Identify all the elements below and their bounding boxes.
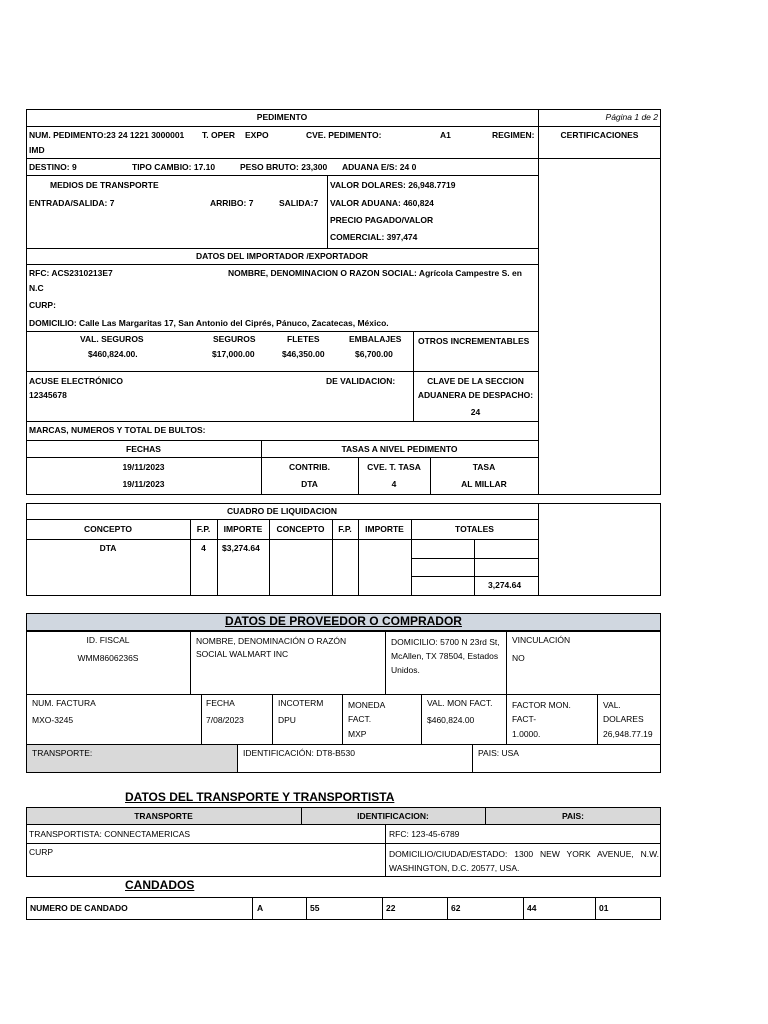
- page-number: Página 1 de 2: [605, 112, 658, 122]
- val-dolares: 26,948.77.19: [603, 729, 653, 739]
- divider: [26, 126, 661, 127]
- val-dolares-label: VAL. DOLARES: [603, 700, 644, 724]
- num-factura-label: NUM. FACTURA: [32, 698, 96, 708]
- divider: [472, 744, 473, 773]
- col-transporte: TRANSPORTE: [134, 811, 193, 821]
- arribo: ARRIBO: 7: [210, 198, 254, 208]
- numero-candado-label: NUMERO DE CANDADO: [30, 903, 128, 913]
- clave-a1: A1: [440, 130, 451, 140]
- vinculacion-label: VINCULACIÓN: [512, 635, 571, 645]
- acuse-electronico: ACUSE ELECTRÓNICO: [29, 376, 123, 386]
- num-factura: MXO-3245: [32, 715, 74, 725]
- divider: [413, 331, 414, 371]
- peso-bruto: PESO BRUTO: 23,300: [240, 162, 328, 172]
- identificacion: IDENTIFICACIÓN: DT8-B530: [243, 748, 355, 758]
- divider: [26, 175, 538, 176]
- tasa-header: TASA: [472, 462, 496, 472]
- datos-importador-title: DATOS DEL IMPORTADOR /EXPORTADOR: [195, 251, 369, 261]
- regimen: REGIMEN:: [492, 130, 535, 140]
- candado-value: 62: [451, 903, 461, 913]
- curp: CURP:: [29, 300, 56, 310]
- divider: [201, 694, 202, 744]
- divider: [190, 631, 191, 694]
- factor: 1.0000.: [512, 729, 541, 739]
- tasa-value: AL MILLAR: [461, 479, 507, 489]
- incoterm: DPU: [278, 715, 296, 725]
- transporte-label: TRANSPORTE:: [32, 748, 93, 758]
- valor-dolares: VALOR DOLARES: 26,948.7719: [330, 180, 456, 190]
- certificaciones: CERTIFICACIONES: [560, 130, 639, 140]
- precio-pagado: PRECIO PAGADO/VALOR: [330, 215, 434, 225]
- tipo-cambio: TIPO CAMBIO: 17.10: [132, 162, 216, 172]
- fp-header-2: F.P.: [338, 524, 352, 534]
- medios-transporte: MEDIOS DE TRANSPORTE: [50, 180, 159, 190]
- transporte-domicilio: DOMICILIO/CIUDAD/ESTADO: 1300 NEW YORK AVENUE, N.W. WASHINGTON, D.C. 20577, USA.: [389, 849, 659, 873]
- divider: [597, 694, 598, 744]
- col-identificacion: IDENTIFICACION:: [357, 811, 429, 821]
- fecha: 7/08/2023: [206, 715, 244, 725]
- divider: [447, 897, 448, 920]
- divider: [327, 175, 328, 248]
- total-value: 3,274.64: [488, 580, 522, 590]
- fecha-2: 19/11/2023: [122, 479, 165, 489]
- expo: EXPO: [245, 130, 269, 140]
- id-fiscal: WMM8606236S: [77, 653, 139, 663]
- incoterm-label: INCOTERM: [278, 698, 324, 708]
- fecha-label: FECHA: [206, 698, 235, 708]
- divider: [474, 539, 475, 596]
- tasas-header: TASAS A NIVEL PEDIMENTO: [341, 444, 458, 454]
- embalajes-label: EMBALAJES: [349, 334, 402, 344]
- importe-header: IMPORTE: [223, 524, 263, 534]
- divider: [538, 503, 539, 596]
- liquidacion-title: CUADRO DE LIQUIDACION: [226, 506, 338, 516]
- divider: [26, 519, 538, 520]
- contrib-header: CONTRIB.: [288, 462, 331, 472]
- seguros: $17,000.00: [212, 349, 255, 359]
- divider: [26, 331, 538, 332]
- divider: [26, 248, 538, 249]
- val-seguros: $460,824.00.: [88, 349, 138, 359]
- cve-t-tasa-value: 4: [391, 479, 397, 489]
- valor-aduana: VALOR ADUANA: 460,824: [330, 198, 434, 208]
- divider: [306, 897, 307, 920]
- divider: [26, 694, 661, 695]
- transportista: TRANSPORTISTA: CONNECTAMERICAS: [29, 829, 191, 839]
- marcas-bultos: MARCAS, NUMEROS Y TOTAL DE BULTOS:: [29, 425, 206, 435]
- transporte-rfc: RFC: 123-45-6789: [389, 829, 460, 839]
- divider: [342, 694, 343, 744]
- val-mon-label: VAL. MON FACT.: [427, 698, 493, 708]
- fechas-header: FECHAS: [126, 444, 161, 454]
- row-concepto: DTA: [99, 543, 117, 553]
- moneda: MXP: [348, 729, 367, 739]
- embalajes: $6,700.00: [355, 349, 393, 359]
- destino: DESTINO: 9: [29, 162, 77, 172]
- pais: PAIS: USA: [478, 748, 519, 758]
- clave-seccion: CLAVE DE LA SECCION: [427, 376, 524, 386]
- candados-title: CANDADOS: [125, 878, 195, 892]
- aduanera-despacho: ADUANERA DE DESPACHO:: [417, 390, 534, 400]
- acuse-numero: 12345678: [29, 390, 67, 400]
- divider: [26, 539, 538, 540]
- cve-t-tasa-header: CVE. T. TASA: [367, 462, 421, 472]
- divider: [26, 457, 538, 458]
- row-importe: $3,274.64: [222, 543, 260, 553]
- pedimento-title: PEDIMENTO: [256, 112, 308, 122]
- val-seguros-label: VAL. SEGUROS: [80, 334, 144, 344]
- divider: [26, 264, 538, 265]
- transporte-title: DATOS DEL TRANSPORTE Y TRANSPORTISTA: [125, 790, 395, 804]
- divider: [237, 744, 238, 773]
- divider: [26, 158, 661, 159]
- divider: [26, 843, 661, 844]
- divider: [382, 897, 383, 920]
- divider: [26, 440, 538, 441]
- id-fiscal-label: ID. FISCAL: [86, 635, 130, 645]
- divider: [595, 897, 596, 920]
- contrib-dta: DTA: [301, 479, 318, 489]
- salida: SALIDA:7: [279, 198, 319, 208]
- divider: [506, 631, 507, 744]
- divider: [272, 694, 273, 744]
- fp-header: F.P.: [196, 524, 211, 534]
- concepto-header-2: CONCEPTO: [276, 524, 325, 534]
- candado-value: A: [257, 903, 264, 913]
- seguros-label: SEGUROS: [213, 334, 256, 344]
- importe-header-2: IMPORTE: [365, 524, 404, 534]
- entrada-salida: ENTRADA/SALIDA: 7: [29, 198, 115, 208]
- candado-value: 44: [527, 903, 537, 913]
- divider: [252, 897, 253, 920]
- divider: [411, 558, 538, 559]
- proveedor-domicilio: DOMICILIO: 5700 N 23rd St, McAllen, TX 78504, Estados Unidos.: [391, 637, 500, 675]
- aduana: ADUANA E/S: 24 0: [342, 162, 417, 172]
- candado-value: 01: [599, 903, 609, 913]
- transporte-curp: CURP: [29, 847, 54, 857]
- proveedor-title: DATOS DE PROVEEDOR O COMPRADOR: [225, 614, 462, 628]
- divider: [421, 694, 422, 744]
- vinculacion: NO: [512, 653, 525, 663]
- fecha-1: 19/11/2023: [122, 462, 165, 472]
- concepto-header: CONCEPTO: [83, 524, 133, 534]
- divider: [385, 631, 386, 694]
- t-oper: T. OPER: [202, 130, 236, 140]
- proveedor-nombre: NOMBRE, DENOMINACIÓN O RAZÓN SOCIAL WALMART INC: [196, 636, 347, 659]
- clave-seccion-numero: 24: [470, 407, 481, 417]
- divider: [523, 897, 524, 920]
- col-pais: PAIS:: [561, 811, 585, 821]
- row-fp: 4: [201, 543, 206, 553]
- candado-value: 22: [386, 903, 396, 913]
- imd: IMD: [29, 145, 45, 155]
- candado-value: 55: [310, 903, 320, 913]
- divider: [385, 824, 386, 877]
- otros-incrementables: OTROS INCREMENTABLES: [418, 336, 530, 346]
- nombre-importador: NOMBRE, DENOMINACION O RAZON SOCIAL: Agrícola Campestre S. en: [228, 268, 522, 278]
- de-validacion: DE VALIDACION:: [326, 376, 396, 386]
- moneda-label: MONEDA FACT.: [348, 700, 385, 724]
- fletes-label: FLETES: [287, 334, 320, 344]
- val-mon: $460,824.00: [427, 715, 475, 725]
- divider: [26, 421, 538, 422]
- fletes: $46,350.00: [282, 349, 325, 359]
- divider: [538, 109, 539, 495]
- divider: [411, 576, 538, 577]
- totales-header: TOTALES: [455, 524, 494, 534]
- comercial: COMERCIAL: 397,474: [330, 232, 418, 242]
- num-pedimento: NUM. PEDIMENTO:23 24 1221 3000001: [29, 130, 185, 140]
- domicilio: DOMICILIO: Calle Las Margaritas 17, San Antonio del Ciprés, Pánuco, Zacatecas, México.: [29, 318, 389, 328]
- cve-pedimento: CVE. PEDIMENTO:: [306, 130, 382, 140]
- rfc: RFC: ACS2310213E7: [29, 268, 113, 278]
- nombre-nc: N.C: [29, 283, 44, 293]
- factor-label: FACTOR MON. FACT-: [512, 700, 571, 724]
- divider: [26, 371, 538, 372]
